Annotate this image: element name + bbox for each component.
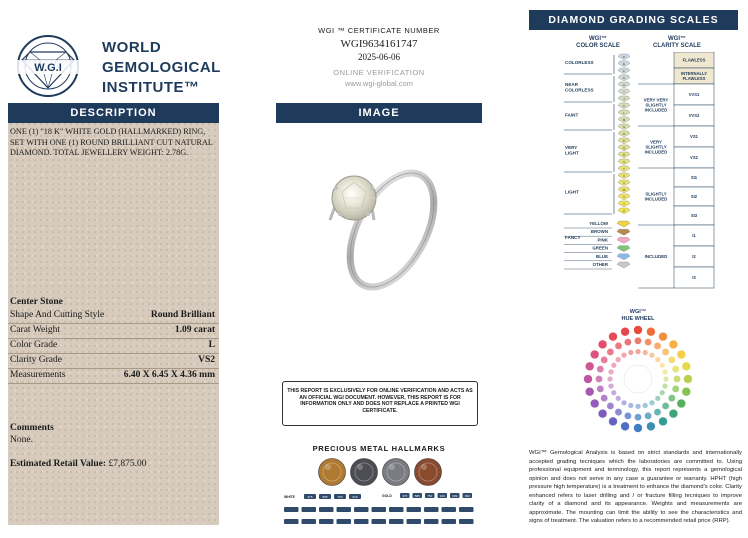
clarity-grade-label: VVS1: [688, 92, 700, 97]
hallmark-stamp-label: 990: [464, 493, 470, 498]
hue-swatch: [659, 332, 668, 341]
hallmark-stamp-icon: [407, 507, 422, 512]
hallmark-row-3: [284, 507, 474, 512]
clarity-grade-label: FLAWLESS: [682, 76, 706, 81]
hallmark-stamp-icon: [407, 519, 422, 524]
color-grade-letter: O: [622, 132, 626, 136]
hue-swatch: [634, 424, 643, 433]
hallmark-stamp-icon: [337, 519, 352, 524]
wgi-emblem-icon: [8, 30, 98, 100]
hue-swatch: [645, 339, 652, 346]
hallmark-stamp-label: 999: [452, 493, 458, 498]
hue-swatch: [677, 350, 686, 359]
clarity-grade-label: VVS2: [688, 113, 700, 118]
fancy-color-label: BLUE: [596, 253, 608, 259]
hue-swatch: [663, 376, 669, 382]
hue-wheel-title: [610, 309, 666, 322]
hallmark-chart: [282, 490, 478, 530]
color-grade-letter: Z: [623, 209, 625, 213]
hue-swatch: [649, 400, 655, 406]
comments-text: None.: [10, 435, 33, 445]
retail-label: Estimated Retail Value:: [10, 459, 107, 469]
color-grade-letter: Q: [622, 146, 626, 150]
hallmark-stamp-icon: [424, 519, 439, 524]
hallmark-stamp-icon: [319, 507, 334, 512]
clarity-group-label: SLIGHTLY: [645, 144, 667, 150]
color-scale-title: [566, 36, 630, 50]
spec-row-color: [8, 338, 219, 354]
hue-swatch: [669, 340, 678, 349]
hue-swatch: [642, 350, 648, 356]
clarity-group-label: INCLUDED: [644, 196, 668, 202]
color-grade-letter: U: [622, 174, 626, 178]
certificate-number: WGI9634161747: [340, 38, 418, 50]
hallmark-stamp-label: 585: [414, 493, 420, 498]
hue-swatch: [615, 357, 621, 363]
hallmark-row-white: [304, 494, 361, 499]
clarity-grade-label: I1: [692, 233, 696, 238]
color-grade-letter: G: [622, 76, 626, 80]
hue-swatch: [634, 326, 643, 335]
hue-wheel-title-line-1: WGI™: [629, 309, 647, 315]
hue-swatch: [659, 363, 665, 369]
hallmark-coins: [316, 457, 446, 487]
spec-value: 6.40 X 6.45 X 4.36 mm: [123, 370, 215, 380]
spec-label: Color Grade: [10, 340, 58, 350]
fancy-color-gem-icon: [617, 221, 630, 227]
hallmark-stamp-label: 750: [427, 493, 433, 498]
fancy-color-label: OTHER: [592, 262, 608, 267]
color-grade-letter: H: [622, 83, 626, 87]
fancy-color-gem-icon: [617, 254, 630, 260]
hallmark-coin-icon: [415, 459, 442, 486]
hue-swatch: [684, 375, 693, 384]
hallmark-stamp-label: 375: [402, 493, 408, 498]
center-stone-title: Center Stone: [10, 297, 63, 307]
hue-swatch: [609, 417, 618, 426]
spec-value: 1.09 carat: [174, 325, 215, 335]
hallmark-stamp-icon: [354, 507, 369, 512]
hue-swatch: [628, 350, 634, 356]
hue-swatch: [621, 352, 627, 358]
clarity-group-label: VERY: [650, 139, 662, 145]
hallmark-stamp-icon: [372, 507, 387, 512]
hallmark-stamp-icon: [459, 519, 474, 524]
fancy-color-label: YELLOW: [589, 221, 608, 226]
hue-swatch: [624, 412, 631, 419]
hallmark-coin-icon: [351, 459, 378, 486]
fancy-color-label: PINK: [597, 237, 608, 243]
hallmark-stamp-icon: [442, 507, 457, 512]
hallmark-stamp-label: 916: [439, 493, 445, 498]
hallmark-stamp-icon: [389, 507, 404, 512]
hue-swatch: [607, 348, 614, 355]
description-panel: [8, 103, 219, 525]
comments-title: Comments: [10, 423, 54, 433]
color-group-label: LIGHT: [565, 150, 579, 156]
certificate-number-label: WGI ™ CERTIFICATE NUMBER: [318, 26, 440, 35]
hue-swatch: [607, 376, 613, 382]
hue-swatch: [659, 390, 665, 396]
hue-swatch: [624, 339, 631, 346]
image-header: IMAGE: [276, 103, 482, 123]
spec-row-shape: [8, 308, 219, 324]
hue-swatch: [662, 383, 668, 389]
hallmark-row-gold: [400, 493, 472, 498]
hue-swatch: [634, 337, 641, 344]
color-grade-letter: E: [623, 62, 625, 66]
hue-swatch: [608, 369, 614, 375]
color-group-label: COLORLESS: [565, 60, 594, 65]
clarity-group-label: SLIGHTLY: [645, 191, 667, 197]
clarity-scale-title: [640, 36, 714, 50]
hue-swatch: [662, 348, 669, 355]
hallmark-stamp-icon: [284, 507, 299, 512]
hue-swatch: [598, 340, 607, 349]
hue-swatch: [669, 409, 678, 418]
hue-swatch: [597, 366, 604, 373]
retail-amount: £7,875.00: [108, 459, 147, 469]
color-grade-letter: Y: [623, 202, 625, 206]
hue-swatch: [635, 404, 641, 410]
hue-swatch: [621, 422, 630, 431]
hue-swatch: [645, 412, 652, 419]
hallmark-stamp-icon: [302, 507, 317, 512]
hue-swatch: [628, 403, 634, 409]
hue-swatch: [585, 362, 594, 371]
hue-wheel-title-line-2: HUE WHEEL: [621, 315, 655, 322]
hallmark-stamp-icon: [354, 519, 369, 524]
svg-text:W.G.I: W.G.I: [34, 62, 62, 74]
hue-swatch: [647, 422, 656, 431]
hallmark-stamp-icon: [337, 507, 352, 512]
color-grade-letter: F: [623, 69, 625, 73]
hue-swatch: [608, 383, 614, 389]
hue-swatch: [598, 409, 607, 418]
hue-swatch: [635, 349, 641, 355]
brand-line-2: GEMOLOGICAL: [102, 59, 221, 76]
hue-swatch: [682, 387, 691, 396]
grading-scales-chart: [562, 52, 718, 294]
hue-swatch: [615, 396, 621, 402]
hue-swatch: [584, 375, 593, 384]
clarity-scale-title-line-1: WGI™: [668, 36, 686, 42]
hue-swatch: [642, 403, 648, 409]
color-grade-letter: V: [623, 181, 625, 185]
hue-swatch: [682, 362, 691, 371]
hallmark-stamp-icon: [389, 519, 404, 524]
brand-name: [102, 38, 227, 98]
hue-swatch: [585, 387, 594, 396]
spec-label: Clarity Grade: [10, 355, 62, 365]
grading-scales-header: DIAMOND GRADING SCALES: [529, 10, 738, 30]
hallmark-stamp-icon: [302, 519, 317, 524]
hue-swatch: [654, 409, 661, 416]
hallmark-stamp-label: 916: [352, 494, 358, 499]
hallmark-stamp-icon: [459, 507, 474, 512]
hallmark-row-label-white: WHITE: [284, 495, 295, 499]
clarity-grade-label: I3: [692, 275, 696, 280]
ring-photo: [300, 150, 460, 300]
hallmark-row-4: [284, 519, 474, 524]
hue-swatch: [659, 417, 668, 426]
hue-swatch: [668, 356, 675, 363]
hue-swatch: [647, 327, 656, 336]
hue-swatch: [649, 352, 655, 358]
hue-swatch: [621, 400, 627, 406]
clarity-group-label: SLIGHTLY: [645, 102, 667, 108]
spec-value: Round Brilliant: [150, 310, 215, 320]
clarity-grade-label: SI2: [690, 194, 698, 199]
hallmark-stamp-icon: [442, 519, 457, 524]
color-group-label: NEAR: [565, 82, 579, 87]
hue-swatch: [655, 357, 661, 363]
hallmark-stamp-icon: [424, 507, 439, 512]
hallmark-stamp-icon: [284, 519, 299, 524]
fancy-color-gem-icon: [617, 237, 630, 243]
color-grade-letter: N: [622, 125, 626, 129]
spec-value: L: [208, 340, 215, 350]
color-scale-title-line-1: WGI™: [589, 36, 607, 42]
clarity-group-label: INCLUDED: [644, 254, 668, 259]
hue-swatch: [611, 390, 617, 396]
color-grade-letter: K: [623, 104, 625, 108]
color-group-label: COLORLESS: [565, 87, 594, 93]
color-group-label: FANCY: [565, 235, 581, 240]
hallmark-stamp-label: 375: [307, 494, 313, 499]
online-verification-link[interactable]: www.wgi-global.com: [345, 79, 413, 88]
footer-disclaimer: WGI™ Gemological Analysis is based on strict standards and internationally accepted grading tecniques which the laboratories are committed to. Using professional equipment and terminology, this report represents a gemological opinion and does not serve in any case a guarantee or warranty. HPHT (high pressure high temperature) is a treatment to enhance the diamond's color. Clarity enhanced refers to laser drilling and / or fracture filling tecniques to improve clarity of a diamond and its appearance. Weights and measurements are approximate. The mounting can limit the ability to see the characteristics and signs of treatment. The valuation refers to a recommended retail price (RRP).: [529, 450, 742, 524]
hue-swatch: [662, 369, 668, 375]
clarity-grade-label: FLAWLESS: [682, 57, 706, 63]
color-grade-letter: D: [622, 55, 626, 59]
color-grade-letter: J: [623, 97, 625, 101]
spec-label: Shape And Cutting Style: [10, 310, 105, 320]
fancy-color-gem-icon: [617, 262, 630, 268]
hue-swatch: [601, 356, 608, 363]
hue-swatch: [673, 375, 680, 382]
hue-swatch: [597, 385, 604, 392]
hallmark-row-label-gold: GOLD: [382, 494, 392, 498]
clarity-scale-title-line-2: CLARITY SCALE: [653, 43, 701, 49]
hue-swatch: [590, 350, 599, 359]
hue-swatch: [609, 332, 618, 341]
hue-swatch: [655, 396, 661, 402]
color-scale-title-line-2: COLOR SCALE: [576, 43, 620, 49]
color-grade-letter: P: [623, 139, 625, 143]
fancy-color-label: GREEN: [592, 245, 608, 251]
spec-row-measurements: [8, 368, 219, 384]
hue-swatch: [607, 402, 614, 409]
wgi-logo: [8, 30, 223, 100]
hallmark-stamp-icon: [319, 519, 334, 524]
brand-line-3: INSTITUTE™: [102, 79, 200, 96]
fancy-color-gem-icon: [617, 246, 630, 252]
description-header: DESCRIPTION: [8, 103, 219, 123]
clarity-grade-label: SI1: [690, 175, 698, 180]
hallmark-stamp-label: 585: [322, 494, 328, 499]
hue-swatch: [595, 375, 602, 382]
hue-swatch: [672, 385, 679, 392]
color-grade-letter: S: [623, 160, 625, 164]
clarity-group-label: VERY VERY: [643, 97, 669, 103]
hallmark-stamp-label: 750: [337, 494, 343, 499]
clarity-grade-label: VS2: [690, 155, 698, 160]
fancy-color-gem-icon: [617, 229, 630, 235]
disclaimer-box: THIS REPORT IS EXCLUSIVELY FOR ONLINE VERIFICATION AND ACTS AS AN OFFICIAL WGI DOCUMENT. HOWEVER, THIS REPORT IS FOR INFORMATION ONLY AND DOES NOT REPLACE A PRINTED WGI CERTIFICATE.: [282, 381, 478, 426]
hallmark-coin-icon: [319, 459, 346, 486]
clarity-grade-label: VS1: [690, 134, 698, 139]
color-grade-letter: L: [623, 111, 625, 115]
hue-wheel-chart: [566, 322, 710, 436]
spec-row-clarity: [8, 353, 219, 369]
color-grade-letter: I: [623, 90, 625, 94]
hue-swatch: [634, 414, 641, 421]
fancy-color-label: BROWN: [590, 229, 608, 235]
color-grade-letter: M: [622, 118, 626, 122]
spec-value: VS2: [198, 355, 215, 365]
online-verification-label: ONLINE VERIFICATION: [333, 68, 425, 77]
color-grade-letter: W: [622, 188, 626, 192]
color-group-label: FAINT: [565, 112, 579, 118]
color-grade-letter: X: [623, 195, 625, 199]
hue-swatch: [677, 399, 686, 408]
description-text: ONE (1) "18 K" WHITE GOLD (HALLMARKED) RING, SET WITH ONE (1) ROUND BRILLIANT CUT NATURAL DIAMOND. TOTAL JEWELLERY WEIGHT: 2.78G.: [10, 127, 213, 157]
color-group-label: LIGHT: [565, 189, 579, 195]
brand-line-1: WORLD: [102, 39, 162, 56]
spec-row-carat: [8, 323, 219, 339]
hue-swatch: [615, 342, 622, 349]
hue-swatch: [601, 395, 608, 402]
hue-swatch: [590, 399, 599, 408]
hallmarks-title: PRECIOUS METAL HALLMARKS: [312, 444, 446, 453]
hue-swatch: [672, 366, 679, 373]
certificate-date: 2025-06-06: [358, 52, 400, 62]
clarity-grade-label: INTERNALLY: [680, 71, 708, 76]
clarity-group-label: INCLUDED: [644, 107, 668, 113]
hue-swatch: [615, 409, 622, 416]
color-group-label: VERY: [565, 145, 578, 150]
spec-label: Measurements: [10, 370, 66, 380]
color-grade-letter: R: [622, 153, 626, 157]
estimated-retail-value: [10, 459, 146, 469]
hue-swatch: [654, 342, 661, 349]
hallmark-stamp-icon: [372, 519, 387, 524]
clarity-grade-label: I2: [692, 254, 696, 259]
hue-swatch: [621, 327, 630, 336]
clarity-group-label: INCLUDED: [644, 149, 668, 155]
hue-swatch: [611, 363, 617, 369]
spec-label: Carat Weight: [10, 325, 60, 335]
hue-swatch: [668, 395, 675, 402]
clarity-grade-label: SI3: [690, 213, 698, 218]
color-grade-letter: T: [623, 167, 625, 171]
hue-swatch: [662, 402, 669, 409]
hallmark-coin-icon: [383, 459, 410, 486]
